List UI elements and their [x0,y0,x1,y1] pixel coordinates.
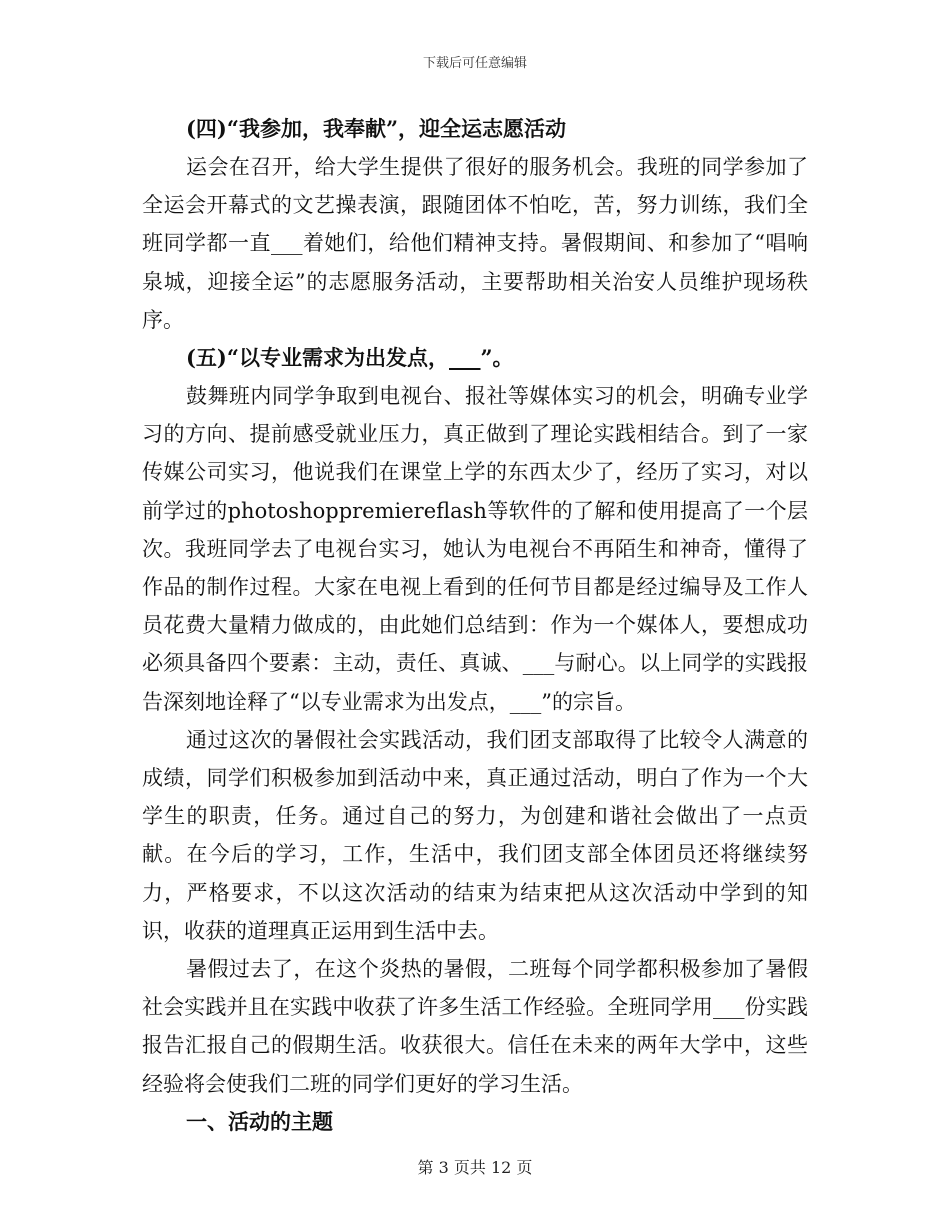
section-paragraph-5: 鼓舞班内同学争取到电视台、报社等媒体实习的机会，明确专业学习的方向、提前感受就业压力，真正做到了理论实践相结合。到了一家传媒公司实习，他说我们在课堂上学的东西太少了，经历了实习，对以前学过的photoshoppremiereflash等软件的了解和使用提高了一个层次。我班同学去了电视台实习，她认为电视台不再陌生和神奇，懂得了作品的制作过程。大家在电视上看到的任何节目都是经过编导及工作人员花费大量精力做成的，由此她们总结到：作为一个媒体人，要想成功必须具备四个要素：主动，责任、真诚、___与耐心。以上同学的实践报告深刻地诠释了“以专业需求为出发点，___”的宗旨。 [142,384,808,714]
section-heading-5: (五)“以专业需求为出发点，___”。 [186,345,514,371]
theme-heading: 一、活动的主题 [186,1108,333,1134]
section-heading-4: (四)“我参加，我奉献”，迎全运志愿活动 [186,116,567,141]
summary-paragraph: 通过这次的暑假社会实践活动，我们团支部取得了比较令人满意的成绩，同学们积极参加到活动中来，真正通过活动，明白了作为一个大学生的职责，任务。通过自己的努力，为创建和谐社会做出了一点贡献。在今后的学习，工作，生活中，我们团支部全体团员还将继续努力，严格要求，不以这次活动的结束为结束把从这次活动中学到的知识，收获的道理真正运用到生活中去。 [142,727,808,943]
section-paragraph-4: 运会在召开，给大学生提供了很好的服务机会。我班的同学参加了全运会开幕式的文艺操表演，跟随团体不怕吃，苦，努力训练，我们全班同学都一直___着她们，给他们精神支持。暑假期间、和参加了“唱响泉城，迎接全运”的志愿服务活动，主要帮助相关治安人员维护现场秩序。 [142,155,808,332]
page-header: 下载后可任意编辑 [422,56,527,71]
document-body [142,110,808,1141]
closing-paragraph: 暑假过去了，在这个炎热的暑假，二班每个同学都积极参加了暑假社会实践并且在实践中收获了许多生活工作经验。全班同学用___份实践报告汇报自己的假期生活。收获很大。信任在未来的两年大学中，这些经验将会使我们二班的同学们更好的学习生活。 [142,957,808,1096]
page-footer: 第 3 页共 12 页 [417,1158,533,1177]
